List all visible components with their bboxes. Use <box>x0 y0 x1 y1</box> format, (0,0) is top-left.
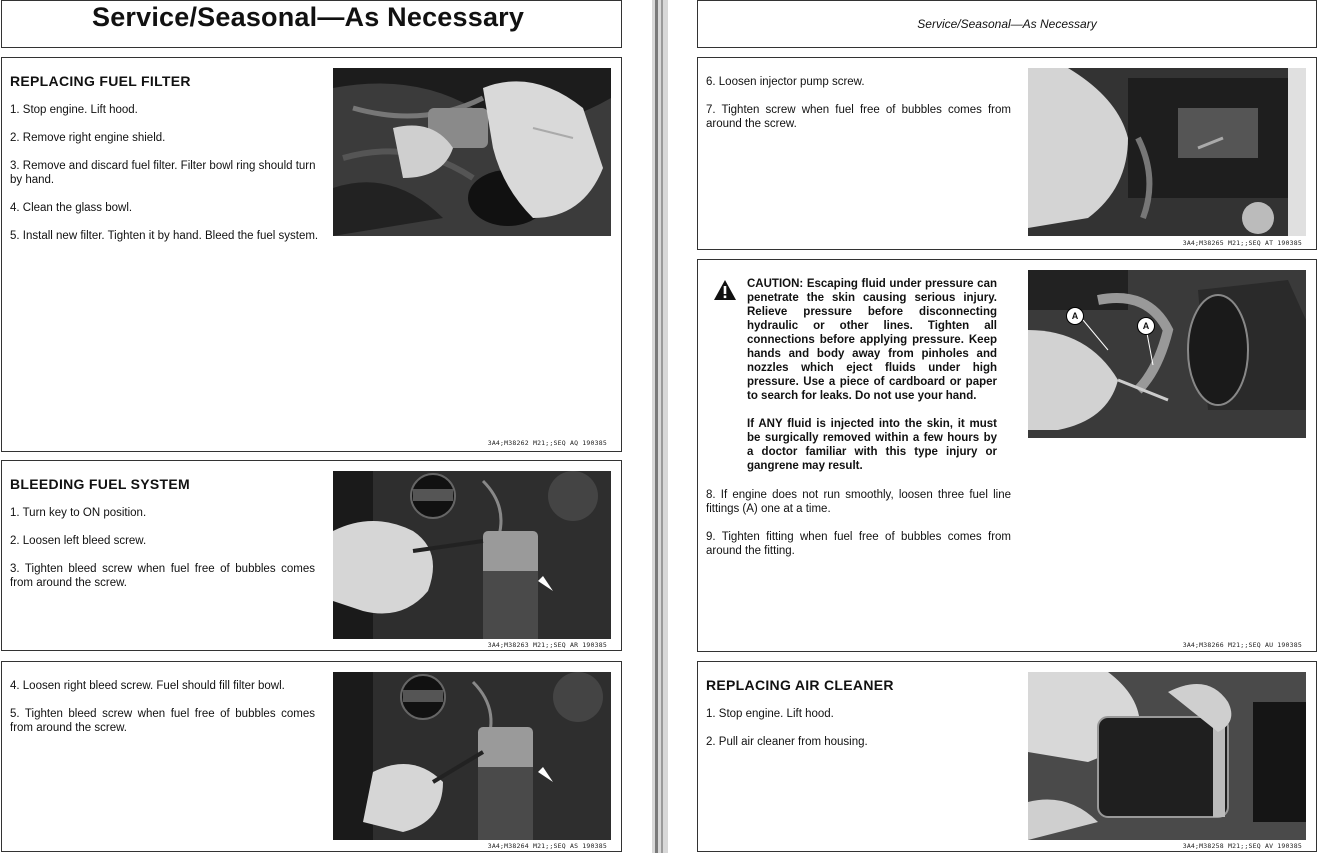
section-replacing-fuel-filter <box>1 57 622 452</box>
section-replacing-air-cleaner <box>697 661 1317 852</box>
step-text: 7. Tighten screw when fuel free of bubbles comes from around the screw. <box>706 104 1011 130</box>
injector-pump-photo <box>1028 68 1306 236</box>
step-text: 2. Pull air cleaner from housing. <box>706 736 868 748</box>
step-text: 9. Tighten fitting when fuel free of bubbles comes from around the fitting. <box>706 531 1011 557</box>
fuel-filter-photo <box>333 68 611 236</box>
step-text: 4. Loosen right bleed screw. Fuel should fill filter bowl. <box>10 680 285 692</box>
figure-code: 3A4;M38263 M21;;SEQ AR 190385 <box>487 641 607 649</box>
step-text: 5. Install new filter. Tighten it by hand. Bleed the fuel system. <box>10 230 319 242</box>
figure-code: 3A4;M38262 M21;;SEQ AQ 190385 <box>487 439 607 447</box>
gutter-line <box>661 0 663 853</box>
fuel-line-fittings-photo <box>1028 270 1306 438</box>
right-header <box>697 0 1317 48</box>
figure-code: 3A4;M38265 M21;;SEQ AT 190385 <box>1182 239 1302 247</box>
step-text: 1. Turn key to ON position. <box>10 507 147 519</box>
step-text: 2. Loosen left bleed screw. <box>10 535 147 547</box>
section-title: REPLACING FUEL FILTER <box>10 73 191 89</box>
figure-code: 3A4;M38258 M21;;SEQ AV 190385 <box>1182 842 1302 850</box>
step-text: 5. Tighten bleed screw when fuel free of bubbles comes from around the screw. <box>10 708 315 734</box>
step-text: 1. Stop engine. Lift hood. <box>706 708 834 720</box>
step-text: 6. Loosen injector pump screw. <box>706 76 865 88</box>
bleed-screw-photo <box>333 471 611 639</box>
caution-text: CAUTION: Escaping fluid under pressure can penetrate the skin causing serious injury. Relieve pressure before disconnecting hydraulic or other lines. Tighten all connections before applying pressure. Keep hands and body away from pinholes and nozzles which eject fluids under high pressure. Use a piece of cardboard or paper to search for leaks. Do not use your hand. <box>747 278 997 402</box>
figure-code: 3A4;M38266 M21;;SEQ AU 190385 <box>1182 641 1302 649</box>
page-title: Service/Seasonal—As Necessary <box>92 2 525 32</box>
step-text: 8. If engine does not run smoothly, loosen three fuel line fittings (A) one at a time. <box>706 489 1011 515</box>
air-cleaner-photo <box>1028 672 1306 840</box>
section-title: REPLACING AIR CLEANER <box>706 677 894 693</box>
section-fuel-line-fittings <box>697 259 1317 652</box>
gutter-line <box>655 0 658 853</box>
caution-triangle-icon <box>714 280 736 305</box>
page-gutter <box>652 0 668 853</box>
section-bleeding-continued <box>1 661 622 852</box>
callout-a-label: A <box>1066 307 1084 325</box>
section-title: BLEEDING FUEL SYSTEM <box>10 476 190 492</box>
step-text: 3. Tighten bleed screw when fuel free of bubbles comes from around the screw. <box>10 563 315 589</box>
right-page <box>668 0 1320 853</box>
figure-code: 3A4;M38264 M21;;SEQ AS 190385 <box>487 842 607 850</box>
page-running-title: Service/Seasonal—As Necessary <box>917 17 1097 31</box>
step-text: 3. Remove and discard fuel filter. Filter bowl ring should turn by hand. <box>10 160 316 186</box>
step-text: 1. Stop engine. Lift hood. <box>10 104 138 116</box>
callout-a-label: A <box>1137 317 1155 335</box>
section-injector-pump <box>697 57 1317 250</box>
right-bleed-screw-photo <box>333 672 611 840</box>
warning-text: If ANY fluid is injected into the skin, it must be surgically removed within a few hours by a doctor familiar with this type injury or gangrene may result. <box>747 418 997 472</box>
section-bleeding-fuel-system <box>1 460 622 651</box>
step-text: 2. Remove right engine shield. <box>10 132 166 144</box>
step-text: 4. Clean the glass bowl. <box>10 202 133 214</box>
left-page <box>0 0 652 853</box>
left-header <box>1 0 622 48</box>
